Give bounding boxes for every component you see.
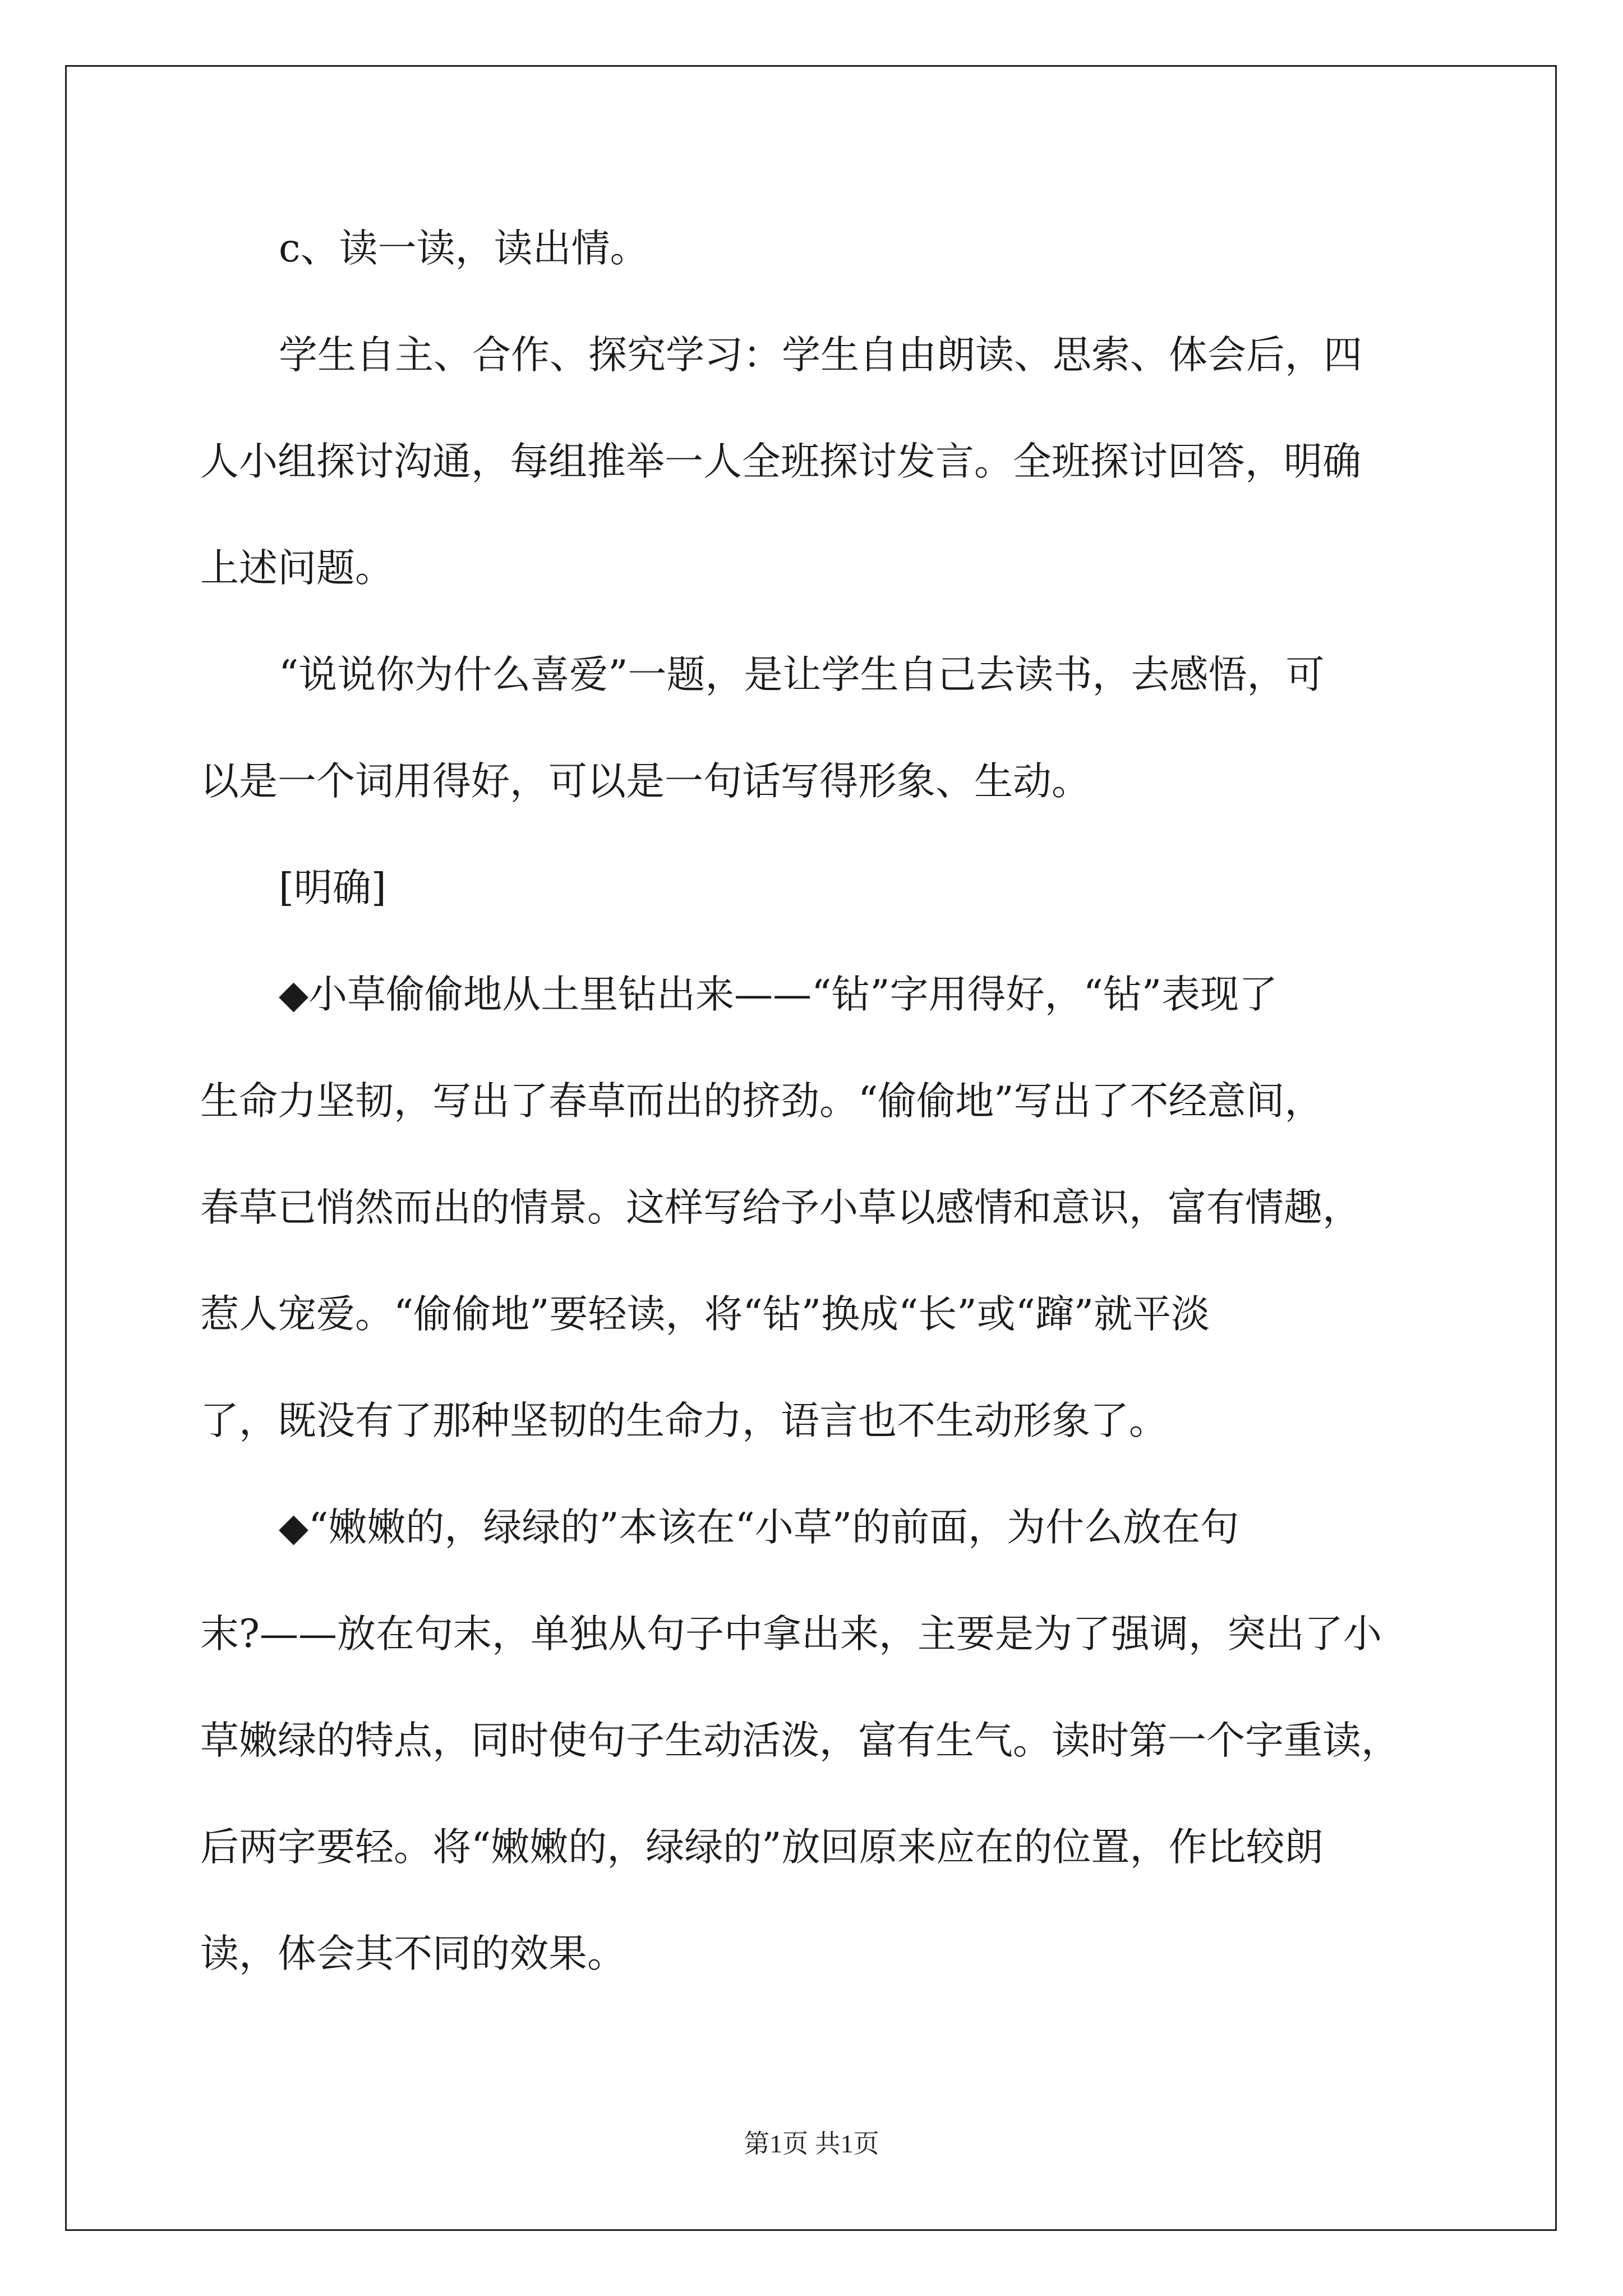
paragraph-1-line-1: c、读一读，读出情。 <box>279 226 649 271</box>
paragraph-3-line-2: 以是一个词用得好，可以是一句话写得形象、生动。 <box>200 759 1090 804</box>
paragraph-6-line-4: 后两字要轻。将“嫩嫩的，绿绿的”放回原来应在的位置，作比较朗 <box>200 1825 1324 1870</box>
paragraph-4-heading: [明确] <box>279 866 386 910</box>
paragraph-2-line-1: 学生自主、合作、探究学习：学生自由朗读、思索、体会后，四 <box>279 333 1362 378</box>
paragraph-5-line-2: 生命力坚韧，写出了春草而出的挤劲。“偷偷地”写出了不经意间， <box>200 1079 1324 1124</box>
paragraph-6-line-5: 读，体会其不同的效果。 <box>200 1931 626 1976</box>
paragraph-5-line-5: 了，既没有了那种坚韧的生命力，语言也不生动形象了。 <box>200 1398 1168 1443</box>
paragraph-5-line-4: 惹人宠爱。“偷偷地”要轻读，将“钻”换成“长”或“蹿”就平淡 <box>200 1292 1210 1337</box>
paragraph-6-line-1: ◆“嫩嫩的，绿绿的”本该在“小草”的前面，为什么放在句 <box>279 1505 1239 1550</box>
paragraph-5-line-3: 春草已悄然而出的情景。这样写给予小草以感情和意识，富有情趣， <box>200 1185 1361 1230</box>
paragraph-2-line-2: 人小组探讨沟通，每组推举一人全班探讨发言。全班探讨回答，明确 <box>200 439 1361 484</box>
paragraph-5-line-1: ◆小草偷偷地从土里钻出来——“钻”字用得好，“钻”表现了 <box>279 972 1278 1017</box>
paragraph-6-line-2: 末?——放在句末，单独从句子中拿出来，主要是为了强调，突出了小 <box>200 1612 1382 1657</box>
page-border <box>65 65 1557 2231</box>
paragraph-2-line-3: 上述问题。 <box>200 546 394 591</box>
paragraph-3-line-1: “说说你为什么喜爱”一题，是让学生自己去读书，去感悟，可 <box>279 652 1325 697</box>
page-footer: 第1页 共1页 <box>744 2129 879 2158</box>
paragraph-6-line-3: 草嫩绿的特点，同时使句子生动活泼，富有生气。读时第一个字重读， <box>200 1718 1400 1763</box>
